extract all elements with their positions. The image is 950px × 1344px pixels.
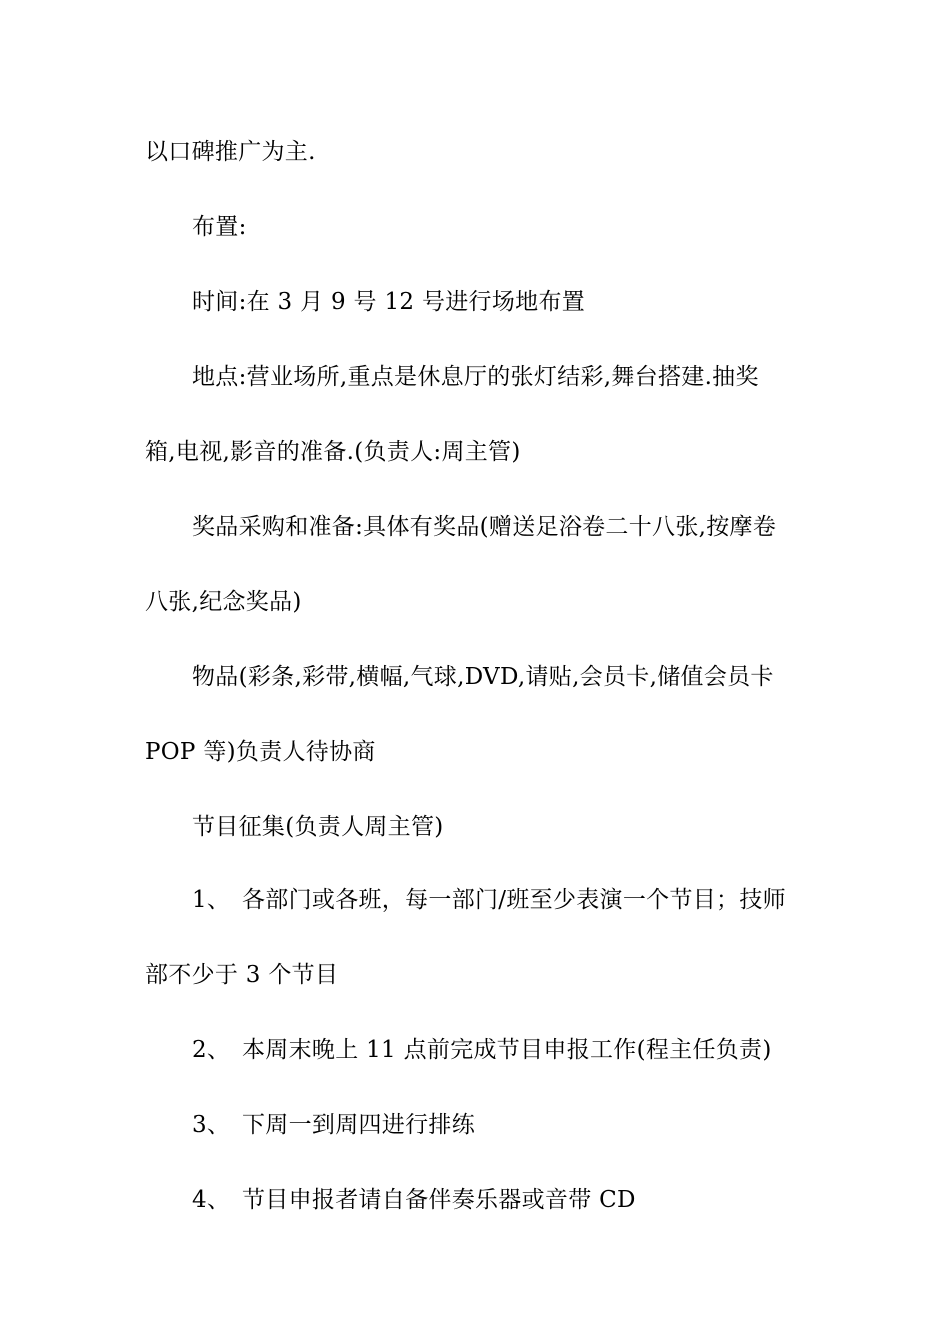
list-item-number: 3、 bbox=[192, 1112, 231, 1138]
list-item bbox=[192, 1185, 857, 1215]
list-item-continuation bbox=[145, 960, 810, 990]
paragraph-line: 物品(彩条,彩带,横幅,气球,DVD,请贴,会员卡,储值会员卡 bbox=[192, 664, 774, 690]
list-item bbox=[192, 1110, 857, 1140]
list-item-text: 本周末晚上 11 点前完成节目申报工作(程主任负责) bbox=[242, 1037, 772, 1063]
paragraph-line: 箱,电视,影音的准备.(负责人:周主管) bbox=[145, 439, 521, 465]
paragraph-line: 地点:营业场所,重点是休息厅的张灯结彩,舞台搭建.抽奖 bbox=[192, 364, 759, 390]
list-item bbox=[192, 885, 857, 915]
paragraph-line: 八张,纪念奖品) bbox=[145, 589, 302, 615]
paragraph-line: 以口碑推广为主. bbox=[145, 139, 316, 165]
list-item-text: 部不少于 3 个节目 bbox=[145, 962, 339, 988]
list-item-number: 4、 bbox=[192, 1187, 231, 1213]
list-item-text: 各部门或各班，每一部门/班至少表演一个节目；技师 bbox=[242, 887, 786, 913]
paragraph-line: 时间:在 3 月 9 号 12 号进行场地布置 bbox=[192, 289, 586, 315]
list-item-text: 节目申报者请自备伴奏乐器或音带 CD bbox=[242, 1187, 636, 1213]
list-item-number: 2、 bbox=[192, 1037, 231, 1063]
paragraph-line: 节目征集(负责人周主管) bbox=[192, 814, 444, 840]
paragraph-line: 奖品采购和准备:具体有奖品(赠送足浴卷二十八张,按摩卷 bbox=[192, 514, 777, 540]
list-item bbox=[192, 1035, 857, 1065]
list-item-number: 1、 bbox=[192, 887, 231, 913]
section-heading: 布置: bbox=[192, 214, 247, 240]
list-item-text: 下周一到周四进行排练 bbox=[242, 1112, 475, 1138]
paragraph-line: POP 等)负责人待协商 bbox=[145, 739, 376, 765]
